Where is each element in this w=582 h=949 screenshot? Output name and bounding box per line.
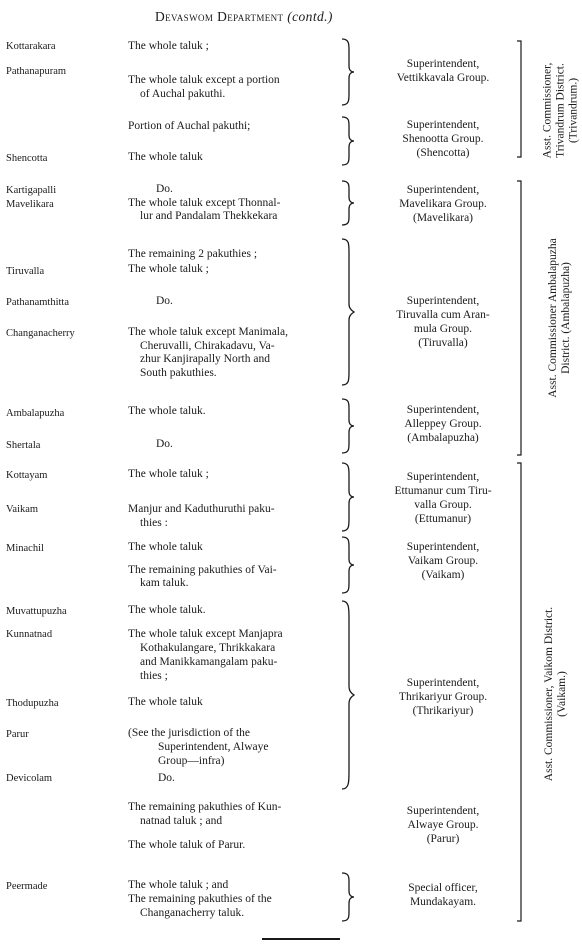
brace-right-icon <box>340 238 356 386</box>
row-description: of Auchal pakuthi. <box>140 88 226 100</box>
taluk-name: Mavelikara <box>6 199 54 210</box>
taluk-name: Shencotta <box>6 153 48 164</box>
row-description: The whole taluk except Thonnal- <box>128 197 281 209</box>
row-description: thies : <box>140 517 168 529</box>
row-description: The whole taluk except Manjapra <box>128 628 283 640</box>
row-description: The whole taluk ; <box>128 468 209 480</box>
commissioner-label: Asst. Commissioner, Vaikom District. (Vaikam.) <box>543 606 568 782</box>
brace-right-icon <box>340 462 356 532</box>
office-entry: Superintendent, Vaikam Group. (Vaikam) <box>406 541 480 581</box>
row-description: and Manikkamangalam paku- <box>140 656 278 668</box>
row-description: lur and Pandalam Thekkekara <box>140 210 278 222</box>
row-description: South pakuthies. <box>140 367 217 379</box>
bracket-right-icon <box>516 462 526 922</box>
row-description: The whole taluk <box>128 151 203 163</box>
row-description: Changanacherry taluk. <box>140 907 245 919</box>
row-description: The whole taluk of Parur. <box>128 839 246 851</box>
taluk-name: Kottarakara <box>6 41 56 52</box>
row-description: thies ; <box>140 670 168 682</box>
row-description: The whole taluk ; and <box>128 879 229 891</box>
row-description: Portion of Auchal pakuthi; <box>128 120 251 132</box>
taluk-name: Ambalapuzha <box>6 408 65 419</box>
row-description: Do. <box>156 183 173 195</box>
brace-right-icon <box>340 536 356 594</box>
taluk-name: Kottayam <box>6 470 48 481</box>
row-description: The whole taluk except Manimala, <box>128 326 288 338</box>
row-description: Do. <box>156 295 173 307</box>
taluk-name: Parur <box>6 729 29 740</box>
row-description: natnad taluk ; and <box>140 815 223 827</box>
row-description: The remaining pakuthies of the <box>128 893 272 905</box>
row-description: The whole taluk. <box>128 604 206 616</box>
taluk-name: Tiruvalla <box>6 266 45 277</box>
office-entry: Superintendent, Alleppey Group. (Ambalapuzha) <box>404 404 482 444</box>
brace-right-icon <box>340 116 356 166</box>
row-description: zhur Kanjirapally North and <box>140 353 270 365</box>
office-entry: Superintendent, Tiruvalla cum Aran- mula Group. (Tiruvalla) <box>396 295 490 349</box>
bracket-right-icon <box>516 40 526 158</box>
row-description: The whole taluk <box>128 696 203 708</box>
office-entry: Special officer, Mundakayam. <box>408 882 478 908</box>
row-description: The remaining pakuthies of Vai- <box>128 564 277 576</box>
office-entry: Superintendent, Alwaye Group. (Parur) <box>406 805 480 845</box>
office-entry: Superintendent, Shenootta Group. (Shencotta) <box>402 119 484 159</box>
taluk-name: Shertala <box>6 440 41 451</box>
brace-right-icon <box>340 398 356 454</box>
row-description: Do. <box>158 772 175 784</box>
taluk-name: Devicolam <box>6 773 53 784</box>
taluk-name: Muvattupuzha <box>6 606 67 617</box>
taluk-name: Changanacherry <box>6 328 75 339</box>
office-entry: Superintendent, Mavelikara Group. (Mavelikara) <box>399 184 487 224</box>
brace-right-icon <box>340 600 356 790</box>
brace-right-icon <box>340 872 356 922</box>
office-entry: Superintendent, Vettikkavala Group. <box>396 58 490 84</box>
taluk-name: Kartigapalli <box>6 185 57 196</box>
bracket-right-icon <box>516 180 526 456</box>
taluk-name: Pathanapuram <box>6 66 67 77</box>
page-title <box>155 10 333 24</box>
row-description: The whole taluk ; <box>128 40 209 52</box>
row-description: The whole taluk ; <box>128 263 209 275</box>
office-entry: Superintendent, Ettumanur cum Tiru- valla Group. (Ettumanur) <box>394 471 492 525</box>
row-description: Cheruvalli, Chirakadavu, Va- <box>140 340 275 352</box>
taluk-name: Vaikam <box>6 504 39 515</box>
row-description: The remaining pakuthies of Kun- <box>128 801 282 813</box>
commissioner-label: Asst. Commissioner, Trivandrum District. (Trivandrum.) <box>541 62 580 159</box>
row-description: Group—infra) <box>158 755 225 767</box>
row-description: Kothakulangare, Thrikkakara <box>140 642 276 654</box>
taluk-name: Minachil <box>6 543 44 554</box>
office-entry: Superintendent, Thrikariyur Group. (Thrikariyur) <box>398 677 488 717</box>
taluk-name: Peermade <box>6 881 48 892</box>
row-description: Do. <box>156 438 173 450</box>
title-main: Devaswom Department <box>155 9 284 24</box>
taluk-name: Pathanamthitta <box>6 297 69 308</box>
row-description: (See the jurisdiction of the <box>128 727 250 739</box>
row-description: The whole taluk except a portion <box>128 74 280 86</box>
end-rule <box>262 938 340 940</box>
brace-right-icon <box>340 38 356 106</box>
row-description: Manjur and Kaduthuruthi paku- <box>128 503 275 515</box>
row-description: The remaining 2 pakuthies ; <box>128 248 258 260</box>
row-description: The whole taluk. <box>128 405 206 417</box>
row-description: kam taluk. <box>140 577 189 589</box>
brace-right-icon <box>340 180 356 226</box>
title-contd: (contd.) <box>287 9 333 24</box>
taluk-name: Kunnatnad <box>6 629 53 640</box>
taluk-name: Thodupuzha <box>6 698 59 709</box>
row-description: The whole taluk <box>128 541 203 553</box>
row-description: Superintendent, Alwaye <box>158 741 269 753</box>
commissioner-label: Asst. Commissioner Ambalapuzha District. (Ambalapuzha) <box>547 238 572 398</box>
